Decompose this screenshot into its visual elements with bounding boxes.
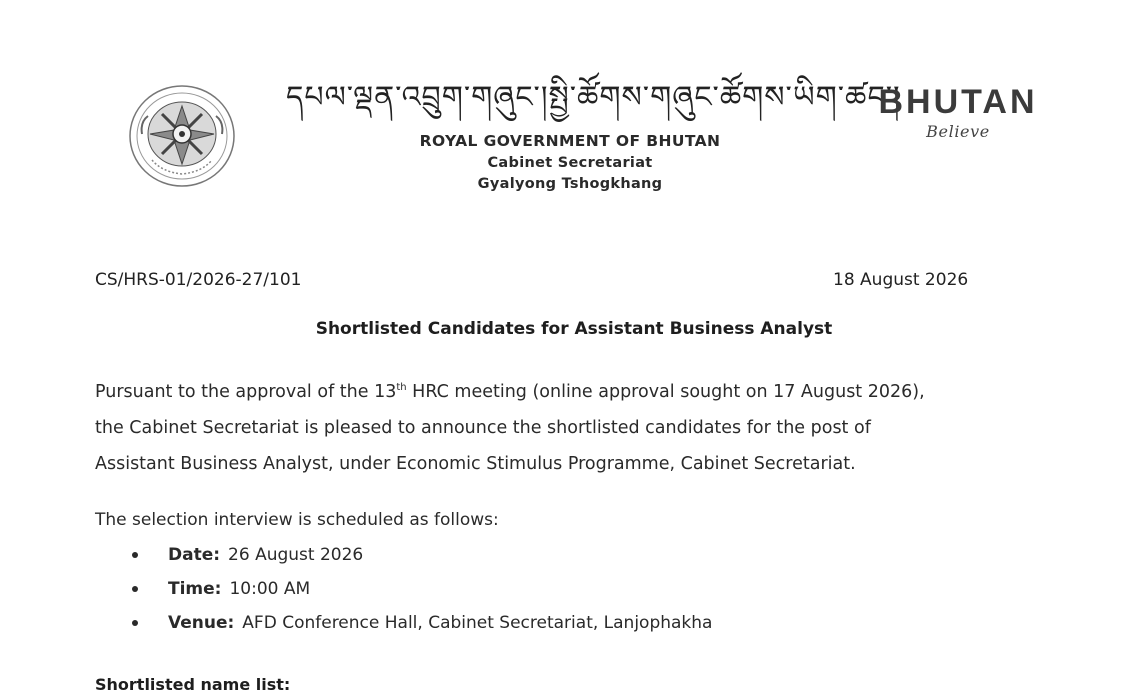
reference-number: CS/HRS-01/2026-27/101	[95, 270, 302, 290]
paragraph-line: Pursuant to the approval of the 13th HRC meeting (online approval sought on 17 August 2026),	[95, 382, 925, 402]
paragraph-line: Assistant Business Analyst, under Economic Stimulus Programme, Cabinet Secretariat.	[95, 454, 856, 474]
shortlisted-heading: Shortlisted name list:	[95, 675, 291, 694]
government-heading	[370, 128, 770, 192]
bhutan-brand-logo	[878, 84, 1038, 141]
schedule-list	[130, 540, 712, 642]
schedule-item-date: Date: 26 August 2026	[130, 540, 712, 574]
department-name: Cabinet Secretariat	[487, 155, 653, 171]
bullet-icon	[132, 586, 138, 592]
brand-tagline: Believe	[926, 122, 990, 141]
letter-date: 18 August 2026	[833, 270, 969, 290]
schedule-intro: The selection interview is scheduled as follows:	[95, 510, 499, 530]
department-name-dz: Gyalyong Tshogkhang	[477, 176, 663, 192]
paragraph-line: the Cabinet Secretariat is pleased to announce the shortlisted candidates for the post of	[95, 418, 871, 438]
brand-name: BHUTAN	[878, 83, 1038, 121]
schedule-item-time: Time: 10:00 AM	[130, 574, 712, 608]
government-name: ROYAL GOVERNMENT OF BHUTAN	[419, 132, 721, 150]
bullet-icon	[132, 620, 138, 626]
bullet-icon	[132, 552, 138, 558]
schedule-item-venue: Venue: AFD Conference Hall, Cabinet Secretariat, Lanjophakha	[130, 608, 712, 642]
dzongkha-government-title: དཔལ་ལྡན་འབྲུག་གཞུང་།སྤྱི་ཚོགས་གཞུང་ཚོགས་ཡིག་ཚང་།	[286, 80, 901, 115]
royal-emblem-icon	[122, 82, 248, 194]
document-title: Shortlisted Candidates for Assistant Business Analyst	[315, 319, 833, 339]
announcement-paragraph	[95, 374, 1045, 482]
